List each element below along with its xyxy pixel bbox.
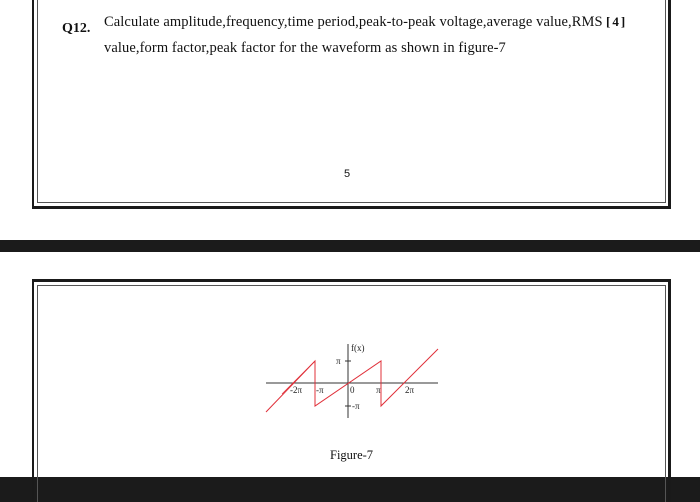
question-number: Q12. (62, 21, 91, 36)
pi-label: π (336, 356, 341, 366)
question-text (104, 9, 604, 61)
upper-page (0, 0, 700, 240)
figure-caption: Figure-7 (330, 448, 374, 462)
neg-pi-label: -π (352, 401, 360, 411)
question-line-1: Calculate amplitude,frequency,time period,peak-to-peak voltage,average value,RMS (104, 14, 603, 30)
x-tick-label-2pi: 2π (405, 385, 415, 395)
x-tick-label-neg-pi: -π (316, 385, 324, 395)
marks-label: [4] (606, 14, 628, 29)
x-tick-label-pi: π (376, 385, 381, 395)
lower-page (0, 252, 700, 477)
x-tick-label-zero: 0 (350, 385, 355, 395)
x-tick-label-neg-2pi: -2π (290, 385, 303, 395)
y-axis-label: f(x) (351, 343, 365, 353)
waveform-figure (262, 336, 442, 426)
page-number: 5 (344, 168, 351, 180)
question-line-2: value,form factor,peak factor for the waveform as shown in figure-7 (104, 40, 506, 56)
